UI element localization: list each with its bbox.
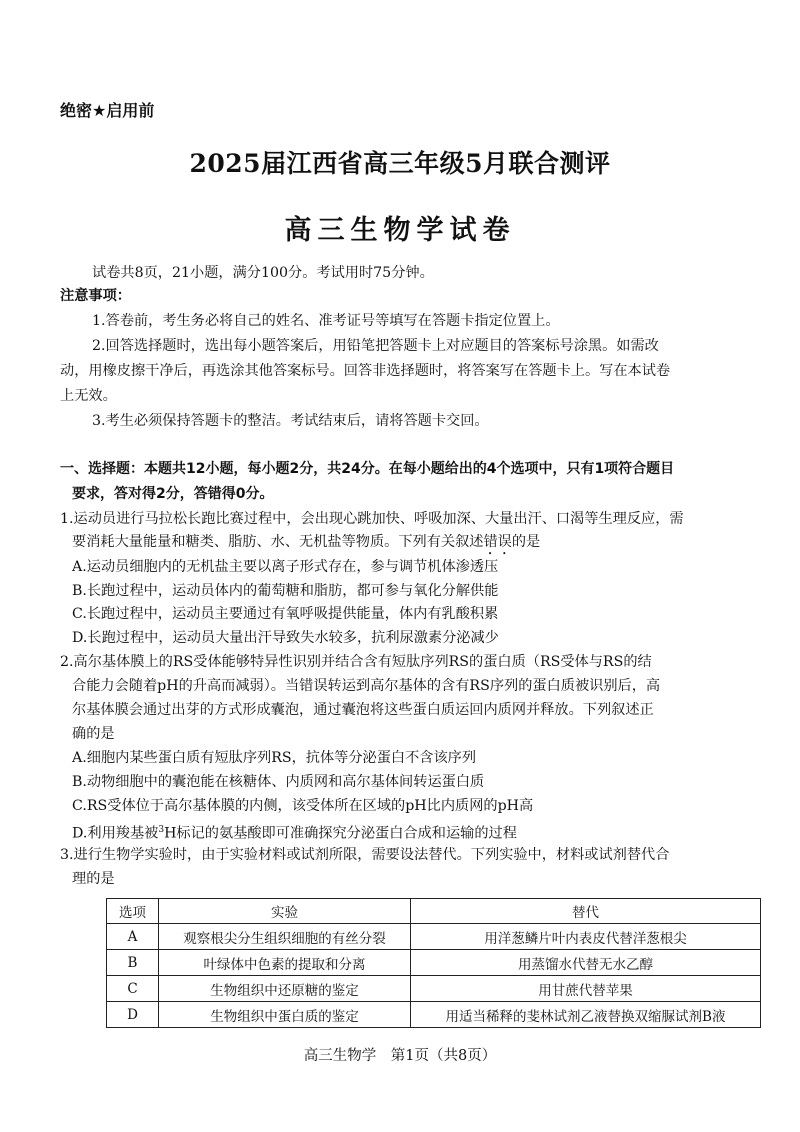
table-header-cell: 实验 (159, 899, 411, 924)
note-item: 动，用橡皮擦干净后，再选涂其他答案标号。回答非选择题时，将答案写在答题卡上。写在本试卷 (60, 363, 671, 379)
table-cell: C (107, 976, 159, 1002)
q2-option-d-text: H标记的氨基酸即可准确探究分泌蛋白合成和运输的过程 (164, 825, 517, 842)
notes-heading: 注意事项： (60, 288, 131, 304)
table-header-cell: 替代 (411, 899, 761, 924)
table-row (107, 1002, 761, 1028)
table-cell: 用甘蔗代替苹果 (411, 976, 761, 1002)
q1-stem: 1.运动员进行马拉松长跑比赛过程中，会出现心跳加快、呼吸加深、大量出汗、口渴等生理反应，需 (60, 511, 684, 527)
q1-stem (72, 532, 540, 558)
q1-option-d: D.长跑过程中，运动员大量出汗导致失水较多，抗利尿激素分泌减少 (72, 630, 499, 646)
q1-emphasis-word: 错误 (483, 534, 512, 550)
table-cell: A (107, 924, 159, 950)
q2-option-a: A.细胞内某些蛋白质有短肽序列RS，抗体等分泌蛋白不含该序列 (72, 750, 477, 766)
table-cell: 用蒸馏水代替无水乙醇 (411, 950, 761, 976)
q1-option-a: A.运动员细胞内的无机盐主要以离子形式存在，参与调节机体渗透压 (72, 559, 499, 575)
table-header-cell: 选项 (107, 899, 159, 924)
q3-table (106, 898, 761, 1028)
exam-info: 试卷共8页，21小题，满分100分。考试用时75分钟。 (92, 265, 434, 281)
q3-stem: 3.进行生物学实验时，由于实验材料或试剂所限，需要设法替代。下列实验中，材料或试剂替代合 (60, 847, 670, 863)
exam-subtitle: 高三生物学试卷 (284, 215, 516, 246)
table-cell: 用洋葱鳞片叶内表皮代替洋葱根尖 (411, 924, 761, 950)
q2-option-c: C.RS受体位于高尔基体膜的内侧，该受体所在区域的pH比内质网的pH高 (72, 798, 534, 814)
q2-stem: 确的是 (72, 726, 115, 742)
note-item: 上无效。 (60, 388, 117, 404)
section-heading-cont: 要求，答对得2分，答错得0分。 (72, 486, 274, 502)
table-row (107, 924, 761, 950)
q2-option-d-text: D.利用羧基被 (72, 825, 159, 842)
q2-option-d-superscript: 3 (158, 825, 165, 835)
q2-option-d (72, 820, 517, 844)
q1-option-c: C.长跑过程中，运动员主要通过有氧呼吸提供能量，体内有乳酸积累 (72, 606, 499, 622)
table-cell: 观察根尖分生组织细胞的有丝分裂 (159, 924, 411, 950)
q2-stem: 合能力会随着pH的升高而减弱）。当错误转运到高尔基体的含有RS序列的蛋白质被识别后，高 (72, 678, 661, 694)
page-footer: 高三生物学 第1页（共8页） (303, 1048, 497, 1064)
table-row (107, 950, 761, 976)
table-cell: 生物组织中蛋白质的鉴定 (159, 1002, 411, 1028)
q1-stem-text: 要消耗大量能量和糖类、脂肪、水、无机盐等物质。下列有关叙述 (72, 534, 484, 550)
table-cell: D (107, 1002, 159, 1028)
table-cell: 用适当稀释的斐林试剂乙液替换双缩脲试剂B液 (411, 1002, 761, 1028)
q2-option-b: B.动物细胞中的囊泡能在核糖体、内质网和高尔基体间转运蛋白质 (72, 774, 485, 790)
q2-stem: 2.高尔基体膜上的RS受体能够特异性识别并结合含有短肽序列RS的蛋白质（RS受体与RS的结 (60, 654, 652, 670)
note-item: 1.答卷前，考生务必将自己的姓名、准考证号等填写在答题卡指定位置上。 (92, 313, 560, 329)
table-header-row (107, 899, 761, 924)
note-item: 2.回答选择题时，选出每小题答案后，用铅笔把答题卡上对应题目的答案标号涂黑。如需改 (92, 338, 659, 354)
table-cell: B (107, 950, 159, 976)
table-cell: 生物组织中还原糖的鉴定 (159, 976, 411, 1002)
confidential-label: 绝密★启用前 (60, 101, 155, 120)
table-row (107, 976, 761, 1002)
q1-option-b: B.长跑过程中，运动员体内的葡萄糖和脂肪，都可参与氧化分解供能 (72, 583, 499, 599)
table-cell: 叶绿体中色素的提取和分离 (159, 950, 411, 976)
exam-title: 2025届江西省高三年级5月联合测评 (189, 149, 611, 178)
q3-stem: 理的是 (72, 871, 115, 887)
q1-stem-text: 的是 (511, 534, 541, 550)
note-item: 3.考生必须保持答题卡的整洁。考试结束后，请将答题卡交回。 (92, 413, 489, 429)
q2-stem: 尔基体膜会通过出芽的方式形成囊泡，通过囊泡将这些蛋白质运回内质网并释放。下列叙述正 (72, 702, 654, 718)
section-heading: 一、选择题：本题共12小题，每小题2分，共24分。在每小题给出的4个选项中，只有1项符合题目 (60, 461, 675, 477)
